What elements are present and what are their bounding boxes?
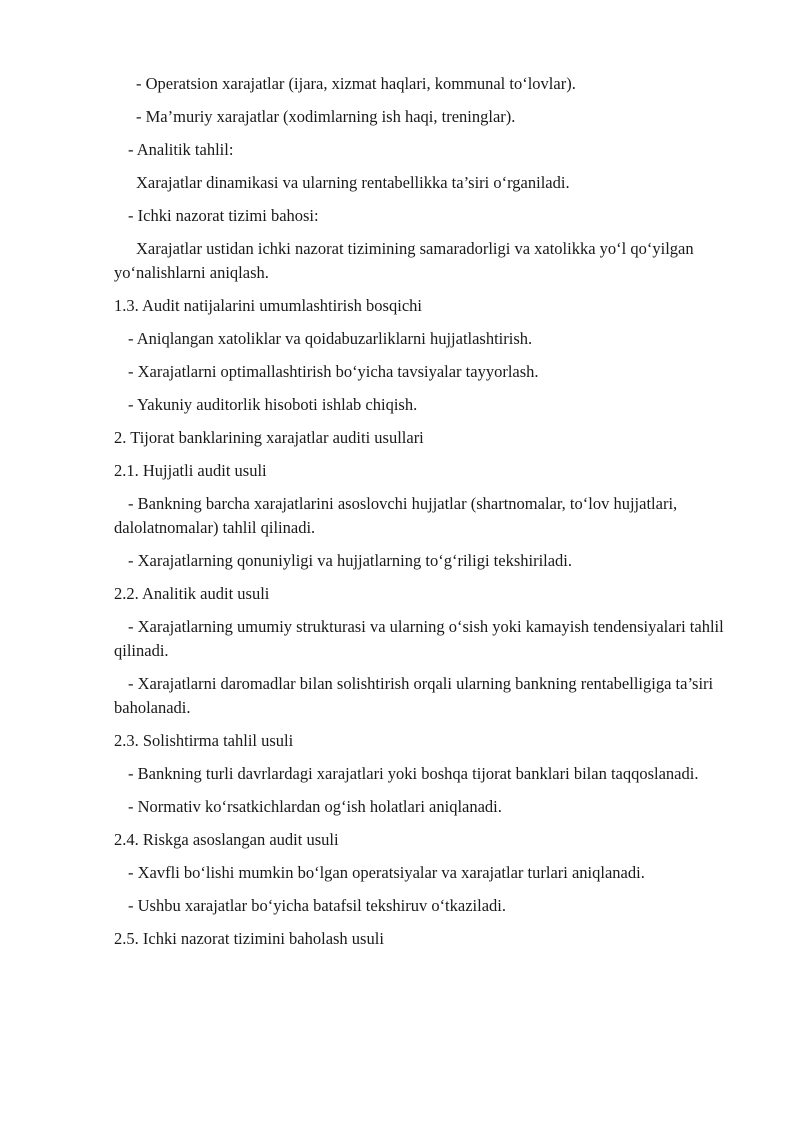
list-item: - Xarajatlarni optimallashtirish bo‘yicha tavsiyalar tayyorlash. xyxy=(128,362,539,381)
list-item: - Bankning barcha xarajatlarini asoslovchi hujjatlar (shartnomalar, to‘lov hujjatlari, dalolatnomalar) tahlil qilinadi. xyxy=(114,494,678,537)
list-item: - Normativ ko‘rsatkichlardan og‘ish holatlari aniqlanadi. xyxy=(128,797,502,816)
section-heading: 2. Tijorat banklarining xarajatlar auditi usullari xyxy=(114,428,424,447)
list-item: - Aniqlangan xatoliklar va qoidabuzarliklarni hujjatlashtirish. xyxy=(128,329,533,348)
list-item: - Ushbu xarajatlar bo‘yicha batafsil tekshiruv o‘tkaziladi. xyxy=(128,896,506,915)
section-heading: 2.2. Analitik audit usuli xyxy=(114,584,270,603)
paragraph: Xarajatlar dinamikasi va ularning rentabellikka ta’siri o‘rganiladi. xyxy=(136,173,570,192)
subsection-label: - Analitik tahlil: xyxy=(128,140,234,159)
section-heading: 2.5. Ichki nazorat tizimini baholash usuli xyxy=(114,929,384,948)
list-item: - Xarajatlarni daromadlar bilan solishtirish orqali ularning bankning rentabelligiga ta’siri baholanadi. xyxy=(114,674,714,717)
subsection-label: - Ichki nazorat tizimi bahosi: xyxy=(128,206,319,225)
section-heading: 2.4. Riskga asoslangan audit usuli xyxy=(114,830,339,849)
list-item: - Ma’muriy xarajatlar (xodimlarning ish haqi, treninglar). xyxy=(136,107,516,126)
section-heading: 2.1. Hujjatli audit usuli xyxy=(114,461,267,480)
list-item: - Xarajatlarning umumiy strukturasi va ularning o‘sish yoki kamayish tendensiyalari tahlil qilinadi. xyxy=(114,617,724,660)
paragraph: Xarajatlar ustidan ichki nazorat tizimining samaradorligi va xatolikka yo‘l qo‘yilgan yo‘nalishlarni aniqlash. xyxy=(114,239,694,282)
section-heading: 2.3. Solishtirma tahlil usuli xyxy=(114,731,294,750)
document-page xyxy=(114,72,734,951)
list-item: - Xarajatlarning qonuniyligi va hujjatlarning to‘g‘riligi tekshiriladi. xyxy=(128,551,573,570)
list-item: - Xavfli bo‘lishi mumkin bo‘lgan operatsiyalar va xarajatlar turlari aniqlanadi. xyxy=(128,863,645,882)
section-heading: 1.3. Audit natijalarini umumlashtirish bosqichi xyxy=(114,296,422,315)
list-item: - Bankning turli davrlardagi xarajatlari yoki boshqa tijorat banklari bilan taqqoslanadi. xyxy=(128,764,699,783)
list-item: - Yakuniy auditorlik hisoboti ishlab chiqish. xyxy=(128,395,418,414)
list-item: - Operatsion xarajatlar (ijara, xizmat haqlari, kommunal to‘lovlar). xyxy=(136,74,576,93)
